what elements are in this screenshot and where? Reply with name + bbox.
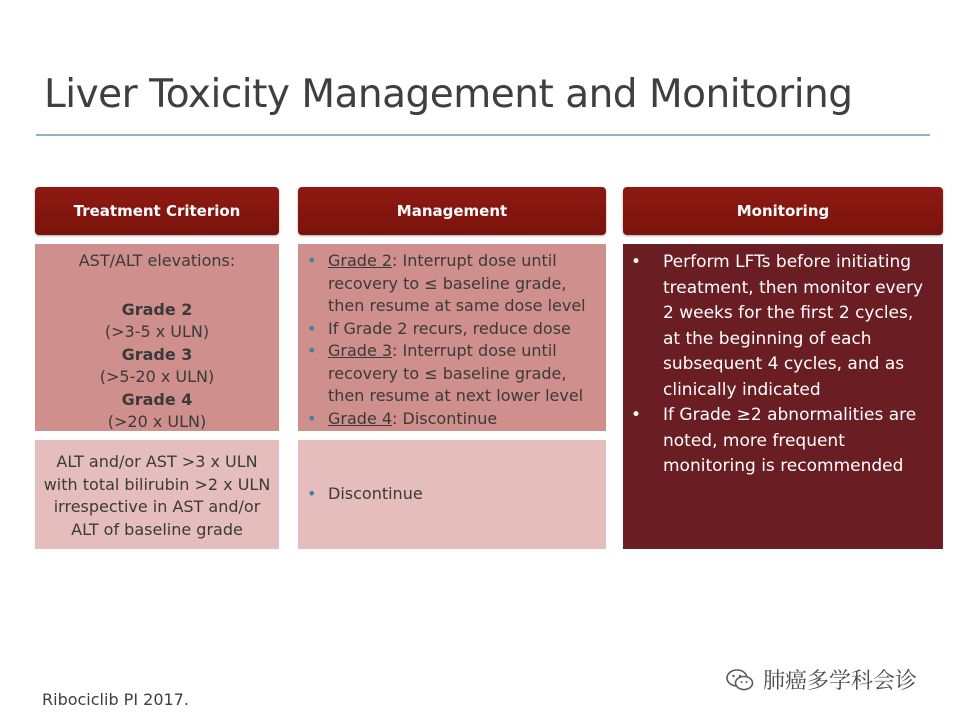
management-list (298, 250, 594, 430)
grade-2-range: (>3-5 x ULN) (104, 322, 210, 341)
header-monitoring: Monitoring (623, 187, 943, 235)
grade-link: Grade 4 (328, 408, 393, 428)
wechat-icon (725, 667, 755, 693)
grade-3-label: Grade 3 (121, 344, 193, 364)
slide-title: Liver Toxicity Management and Monitoring (44, 72, 853, 117)
grade-link: Grade 3 (328, 341, 393, 360)
management-cell-discontinue (298, 440, 606, 549)
list-item: • Discontinue (298, 483, 606, 506)
watermark (725, 664, 917, 695)
header-management: Management (298, 187, 606, 235)
grade-4-range: (>20 x ULN) (107, 412, 207, 431)
list-item: • Grade 2: Interrupt dose until recovery to ≤ baseline grade, then resume at same dose level (298, 250, 594, 318)
criterion-cell-grades (35, 244, 279, 431)
management-list-2 (298, 483, 606, 506)
list-item: • If Grade ≥2 abnormalities are noted, more frequent monitoring is recommended (623, 403, 933, 480)
grade-2-label: Grade 2 (121, 299, 193, 319)
list-item: • Perform LFTs before initiating treatment, then monitor every 2 weeks for the first 2 cycles, at the beginning of each subsequent 4 cycles, and as clinically indicated (623, 250, 933, 403)
grade-3-range: (>5-20 x ULN) (99, 367, 215, 386)
grade-4-label: Grade 4 (121, 389, 193, 409)
header-treatment-criterion: Treatment Criterion (35, 187, 279, 235)
footer-reference: Ribociclib PI 2017. (42, 690, 189, 709)
criterion-cell-bilirubin: ALT and/or AST >3 x ULN with total bilirubin >2 x ULN irrespective in AST and/or ALT of baseline grade (35, 440, 279, 549)
criterion-intro: AST/ALT elevations: (78, 251, 236, 270)
list-item: • If Grade 2 recurs, reduce dose (298, 318, 594, 341)
title-underline (36, 134, 930, 136)
management-cell-grades (298, 244, 606, 431)
grade-link: Grade 2 (328, 251, 393, 270)
list-item: • Grade 3: Interrupt dose until recovery to ≤ baseline grade, then resume at next lower level (298, 340, 594, 408)
monitoring-list (623, 250, 933, 480)
watermark-text: 肺癌多学科会诊 (763, 669, 918, 694)
monitoring-cell (623, 244, 943, 549)
list-item: • Grade 4: Discontinue (298, 408, 594, 431)
